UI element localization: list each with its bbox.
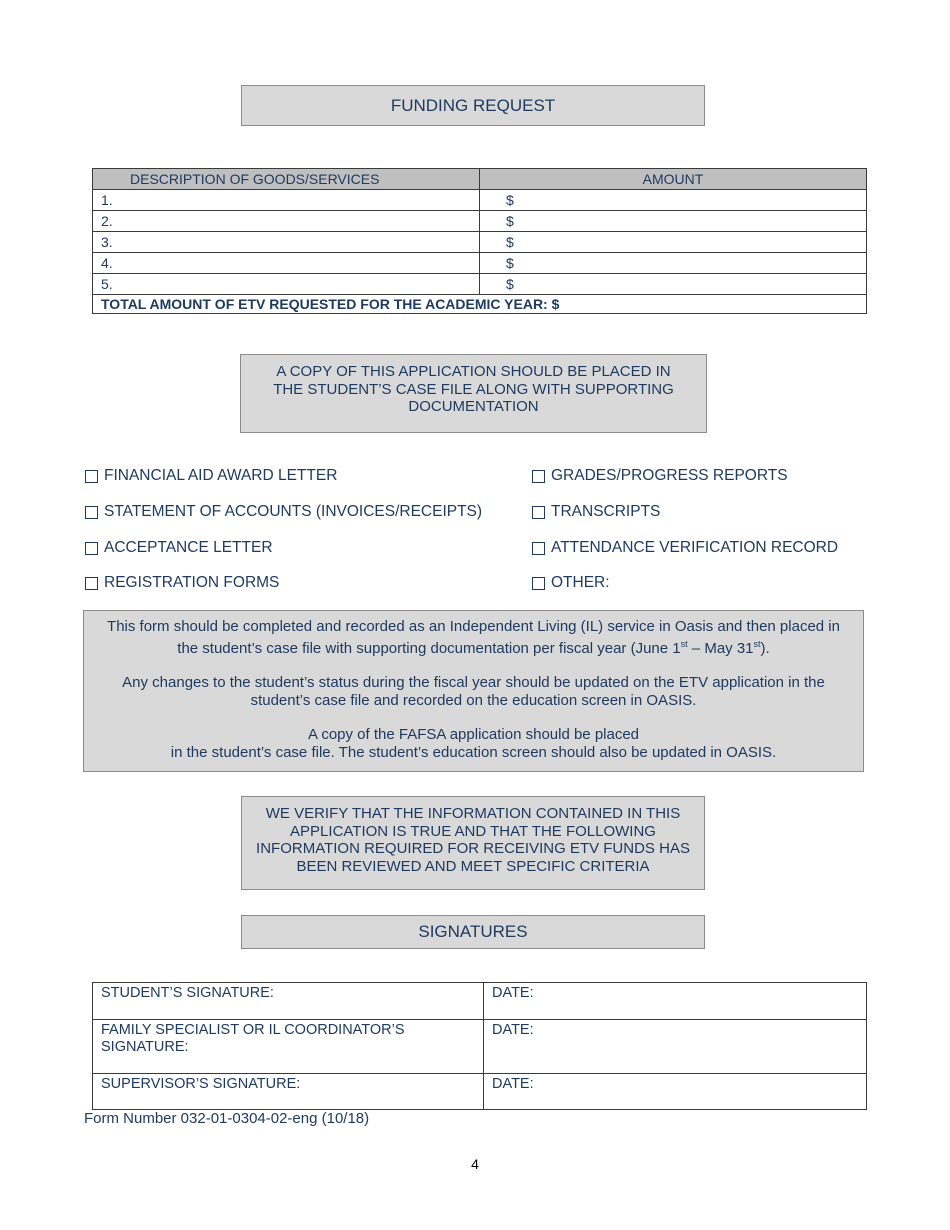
specialist-signature-field[interactable] <box>93 1020 484 1074</box>
checkbox-label: ATTENDANCE VERIFICATION RECORD <box>551 539 839 556</box>
instructions-paragraph-3 <box>98 726 849 761</box>
checkbox-box[interactable] <box>85 470 98 483</box>
supervisor-signature-label: SUPERVISOR’S SIGNATURE: <box>101 1076 301 1092</box>
instructions-box <box>83 610 864 772</box>
table-row[interactable] <box>93 211 867 232</box>
checkbox-registration-forms[interactable] <box>85 574 279 592</box>
checkbox-label: REGISTRATION FORMS <box>104 574 280 591</box>
checkbox-box[interactable] <box>532 577 545 590</box>
checkbox-label: OTHER: <box>551 574 610 591</box>
row-description-cell[interactable]: 3. <box>93 232 480 253</box>
supervisor-date-field[interactable] <box>484 1074 867 1110</box>
signatures-table <box>92 982 867 1110</box>
instructions-text: This form should be completed and recorded as an Independent Living (IL) service in Oasis and then placed in the student’s case file with supporting documentation per fiscal year (June 1 <box>107 618 840 657</box>
row-description-cell[interactable]: 2. <box>93 211 480 232</box>
ordinal-suffix: st <box>753 638 761 649</box>
checkbox-acceptance-letter[interactable] <box>85 539 273 557</box>
table-row[interactable] <box>93 983 867 1020</box>
amount-header: AMOUNT <box>480 169 867 190</box>
ordinal-suffix: st <box>680 638 688 649</box>
checkbox-statement-of-accounts[interactable] <box>85 503 482 521</box>
checkbox-box[interactable] <box>85 577 98 590</box>
funding-table <box>92 168 867 314</box>
date-label: DATE: <box>492 1022 534 1038</box>
signatures-title <box>241 915 705 949</box>
specialist-signature-label: SIGNATURE: <box>101 1039 189 1055</box>
student-date-field[interactable] <box>484 983 867 1020</box>
funding-request-title <box>241 85 705 126</box>
checkbox-box[interactable] <box>532 542 545 555</box>
signatures-title-text: SIGNATURES <box>418 922 528 941</box>
student-signature-label: STUDENT’S SIGNATURE: <box>101 985 274 1001</box>
checkbox-box[interactable] <box>85 542 98 555</box>
total-row[interactable] <box>93 295 867 314</box>
verify-notice-box <box>241 796 705 890</box>
checkbox-label: TRANSCRIPTS <box>551 503 661 520</box>
copy-notice-box <box>240 354 707 433</box>
checkbox-box[interactable] <box>85 506 98 519</box>
table-row[interactable] <box>93 274 867 295</box>
checkbox-label: ACCEPTANCE LETTER <box>104 539 273 556</box>
table-row[interactable] <box>93 1020 867 1074</box>
funding-request-title-text: FUNDING REQUEST <box>390 95 556 115</box>
row-amount-cell[interactable]: $ <box>480 274 867 295</box>
checkbox-label: GRADES/PROGRESS REPORTS <box>551 467 788 484</box>
checkbox-financial-aid-award-letter[interactable] <box>85 467 337 485</box>
checkbox-grades-progress-reports[interactable] <box>532 467 788 485</box>
table-row[interactable] <box>93 253 867 274</box>
supervisor-signature-field[interactable] <box>93 1074 484 1110</box>
specialist-date-field[interactable] <box>484 1020 867 1074</box>
checkbox-box[interactable] <box>532 506 545 519</box>
funding-table-header <box>93 169 867 190</box>
specialist-signature-label: FAMILY SPECIALIST OR IL COORDINATOR’S <box>101 1022 405 1038</box>
instructions-paragraph-1 <box>98 618 849 657</box>
table-row[interactable] <box>93 1074 867 1110</box>
table-row[interactable] <box>93 190 867 211</box>
checkbox-label: STATEMENT OF ACCOUNTS (INVOICES/RECEIPTS) <box>104 503 483 520</box>
instructions-text: in the student’s case file. The student’s education screen should also be updated in OASIS. <box>170 743 777 761</box>
verify-notice-text: WE VERIFY THAT THE INFORMATION CONTAINED IN THIS APPLICATION IS TRUE AND THAT THE FOLLOWING INFORMATION REQUIRED FOR RECEIVING ETV FUNDS HAS BEEN REVIEWED AND MEET SPECIFIC CRITERIA <box>256 805 690 875</box>
description-header: DESCRIPTION OF GOODS/SERVICES <box>93 169 480 190</box>
table-row[interactable] <box>93 232 867 253</box>
student-signature-field[interactable] <box>93 983 484 1020</box>
page-number: 4 <box>471 1156 479 1172</box>
instructions-text: – May 31 <box>687 639 754 657</box>
instructions-text: ). <box>760 639 770 657</box>
checkbox-attendance-verification-record[interactable] <box>532 539 838 557</box>
row-amount-cell[interactable]: $ <box>480 211 867 232</box>
row-description-cell[interactable]: 5. <box>93 274 480 295</box>
form-number: Form Number 032-01-0304-02-eng (10/18) <box>84 1110 370 1127</box>
total-amount-label[interactable]: TOTAL AMOUNT OF ETV REQUESTED FOR THE ACADEMIC YEAR: $ <box>93 295 867 314</box>
date-label: DATE: <box>492 1076 534 1092</box>
row-amount-cell[interactable]: $ <box>480 190 867 211</box>
date-label: DATE: <box>492 985 534 1001</box>
row-amount-cell[interactable]: $ <box>480 253 867 274</box>
checkbox-label: FINANCIAL AID AWARD LETTER <box>104 467 338 484</box>
instructions-text: A copy of the FAFSA application should be placed <box>307 726 640 743</box>
copy-notice-text: A COPY OF THIS APPLICATION SHOULD BE PLACED IN THE STUDENT’S CASE FILE ALONG WITH SUPPORTING DOCUMENTATION <box>273 363 674 415</box>
checkbox-other[interactable] <box>532 574 610 592</box>
checkbox-box[interactable] <box>532 470 545 483</box>
checkbox-transcripts[interactable] <box>532 503 660 521</box>
instructions-paragraph-2: Any changes to the student’s status during the fiscal year should be updated on the ETV application in the student’s case file and recorded on the education screen in OASIS. <box>122 674 825 709</box>
row-amount-cell[interactable]: $ <box>480 232 867 253</box>
row-description-cell[interactable]: 4. <box>93 253 480 274</box>
row-description-cell[interactable]: 1. <box>93 190 480 211</box>
